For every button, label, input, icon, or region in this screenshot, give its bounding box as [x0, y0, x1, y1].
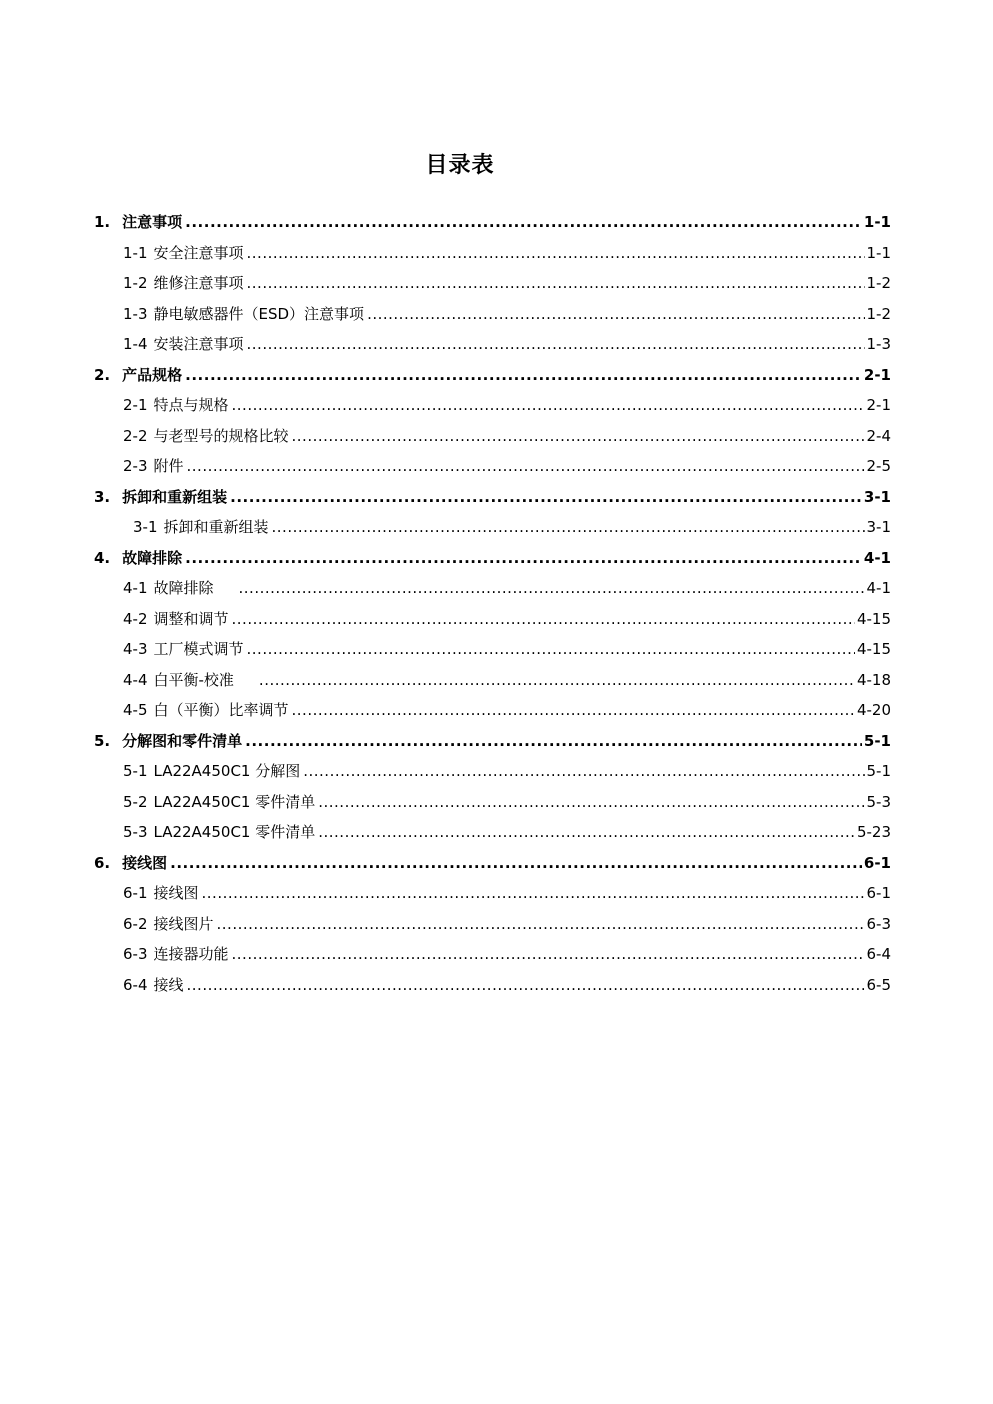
- toc-dot-leader: [170, 848, 862, 879]
- toc-entry-title: 安装注意事项: [153, 335, 244, 353]
- toc-entry-number: 4-5: [123, 701, 148, 719]
- toc-dot-leader: [259, 665, 855, 696]
- toc-entry-page: 5-23: [856, 823, 891, 841]
- toc-entry-number: 6-3: [123, 945, 148, 963]
- toc-entry-title: 接线: [153, 975, 184, 994]
- toc-section-entry[interactable]: [94, 970, 891, 1001]
- toc-chapter-entry[interactable]: [94, 726, 891, 757]
- toc-dot-leader: [232, 604, 855, 635]
- toc-entry-page: 1-1: [866, 243, 891, 262]
- toc-section-entry[interactable]: [94, 299, 891, 330]
- toc-entry-title: 白（平衡）比率调节: [153, 701, 289, 719]
- toc-dot-leader: [292, 421, 865, 452]
- toc-entry-number: 2-3: [123, 457, 148, 475]
- toc-section-entry[interactable]: [94, 878, 891, 909]
- toc-dot-leader: [303, 756, 864, 787]
- toc-entry-page: 3-1: [866, 518, 891, 536]
- toc-dot-leader: [367, 299, 864, 330]
- toc-dot-leader: [185, 207, 862, 238]
- toc-section-entry[interactable]: [94, 238, 891, 269]
- toc-section-entry[interactable]: [94, 329, 891, 360]
- toc-entry-number: 1-1: [123, 243, 148, 262]
- toc-entry-page: 4-1: [863, 548, 891, 567]
- toc-entry-page: 6-5: [866, 975, 891, 994]
- toc-entry-number: 4-3: [123, 640, 148, 658]
- toc-entry-page: 4-20: [856, 701, 891, 719]
- toc-entry-title: LA22A450C1 零件清单: [153, 792, 316, 811]
- toc-section-entry[interactable]: [94, 634, 891, 665]
- toc-entry-number: 5-1: [123, 762, 148, 780]
- toc-entry-page: 4-15: [856, 640, 891, 658]
- toc-entry-page: 1-1: [863, 213, 891, 231]
- toc-dot-leader: [185, 360, 862, 391]
- toc-entry-number: 6.: [94, 853, 111, 872]
- toc-entry-title: 特点与规格: [153, 396, 229, 414]
- toc-entry-title: 接线图片: [153, 914, 214, 933]
- toc-entry-page: 6-3: [866, 914, 891, 933]
- toc-section-entry[interactable]: [94, 573, 891, 604]
- toc-section-entry[interactable]: [94, 268, 891, 299]
- toc-entry-number: 6-4: [123, 975, 148, 994]
- toc-entry-page: 4-1: [866, 579, 891, 597]
- toc-section-entry[interactable]: [94, 695, 891, 726]
- toc-entry-page: 6-1: [866, 884, 891, 902]
- toc-dot-leader: [187, 970, 865, 1001]
- toc-entry-title: 工厂模式调节: [153, 640, 244, 658]
- toc-dot-leader: [247, 329, 865, 360]
- toc-entry-number: 5-2: [123, 792, 148, 811]
- toc-entry-title: 故障排除: [153, 579, 214, 597]
- toc-dot-leader: [239, 573, 865, 604]
- toc-chapter-entry[interactable]: [94, 360, 891, 391]
- toc-entry-number: 6-2: [123, 914, 148, 933]
- toc-entry-number: 1.: [94, 213, 111, 231]
- toc-entry-page: 1-2: [866, 274, 891, 292]
- toc-section-entry[interactable]: [94, 390, 891, 421]
- toc-entry-number: 4-2: [123, 609, 148, 628]
- toc-dot-leader: [217, 909, 865, 940]
- toc-entry-page: 5-1: [866, 762, 891, 780]
- toc-dot-leader: [292, 695, 855, 726]
- toc-section-entry[interactable]: [94, 756, 891, 787]
- toc-entry-number: 2.: [94, 365, 111, 384]
- page-title: 目录表: [425, 153, 495, 178]
- toc-entry-number: 2-2: [123, 426, 148, 445]
- toc-section-entry[interactable]: [94, 909, 891, 940]
- toc-entry-title: 拆卸和重新组装: [122, 487, 228, 506]
- toc-entry-title: 与老型号的规格比较: [153, 426, 289, 445]
- toc-entry-number: 2-1: [123, 396, 148, 414]
- toc-entry-number: 1-2: [123, 274, 148, 292]
- toc-entry-title: 分解图和零件清单: [122, 731, 243, 750]
- toc-chapter-entry[interactable]: [94, 848, 891, 879]
- toc-section-entry[interactable]: [94, 817, 891, 848]
- toc-chapter-entry[interactable]: [94, 207, 891, 238]
- toc-section-entry[interactable]: [94, 421, 891, 452]
- toc-entry-page: 5-1: [863, 731, 891, 750]
- toc-entry-page: 6-1: [863, 853, 891, 872]
- toc-entry-number: 3-1: [133, 518, 158, 536]
- toc-dot-leader: [272, 512, 865, 543]
- toc-entry-title: 白平衡-校准: [153, 670, 234, 689]
- toc-entry-number: 1-3: [123, 304, 148, 323]
- toc-section-entry[interactable]: [94, 512, 891, 543]
- toc-entry-title: LA22A450C1 分解图: [153, 762, 301, 780]
- toc-dot-leader: [247, 268, 865, 299]
- toc-dot-leader: [318, 817, 855, 848]
- toc-entry-page: 2-1: [866, 396, 891, 414]
- table-of-contents: [94, 207, 891, 1000]
- toc-entry-title: LA22A450C1 零件清单: [153, 823, 316, 841]
- toc-entry-page: 1-2: [866, 304, 891, 323]
- toc-dot-leader: [247, 634, 855, 665]
- toc-entry-title: 调整和调节: [153, 609, 229, 628]
- toc-section-entry[interactable]: [94, 939, 891, 970]
- toc-dot-leader: [232, 939, 865, 970]
- toc-dot-leader: [187, 451, 865, 482]
- toc-entry-title: 拆卸和重新组装: [163, 518, 269, 536]
- toc-entry-title: 附件: [153, 457, 184, 475]
- toc-dot-leader: [245, 726, 862, 757]
- toc-entry-title: 连接器功能: [153, 945, 229, 963]
- toc-dot-leader: [232, 390, 865, 421]
- toc-entry-number: 4.: [94, 548, 111, 567]
- toc-entry-title: 接线图: [122, 853, 168, 872]
- toc-entry-page: 3-1: [863, 487, 891, 506]
- toc-entry-number: 6-1: [123, 884, 148, 902]
- toc-entry-title: 静电敏感器件（ESD）注意事项: [153, 304, 365, 323]
- toc-entry-title: 注意事项: [122, 213, 183, 231]
- toc-entry-number: 4-4: [123, 670, 148, 689]
- toc-entry-page: 2-4: [866, 426, 891, 445]
- toc-entry-page: 5-3: [866, 792, 891, 811]
- toc-entry-page: 4-18: [856, 670, 891, 689]
- toc-entry-title: 维修注意事项: [153, 274, 244, 292]
- toc-entry-page: 2-1: [863, 365, 891, 384]
- toc-section-entry[interactable]: [94, 604, 891, 635]
- toc-entry-page: 2-5: [866, 457, 891, 475]
- toc-chapter-entry[interactable]: [94, 482, 891, 513]
- toc-entry-number: 1-4: [123, 335, 148, 353]
- toc-dot-leader: [202, 878, 865, 909]
- toc-entry-number: 5.: [94, 731, 111, 750]
- toc-chapter-entry[interactable]: [94, 543, 891, 574]
- toc-dot-leader: [230, 482, 862, 513]
- toc-section-entry[interactable]: [94, 665, 891, 696]
- toc-dot-leader: [247, 238, 865, 269]
- toc-dot-leader: [318, 787, 864, 818]
- toc-entry-number: 3.: [94, 487, 111, 506]
- toc-dot-leader: [185, 543, 862, 574]
- toc-entry-title: 故障排除: [122, 548, 183, 567]
- toc-entry-number: 5-3: [123, 823, 148, 841]
- toc-entry-title: 产品规格: [122, 365, 183, 384]
- toc-section-entry[interactable]: [94, 451, 891, 482]
- toc-entry-page: 1-3: [866, 335, 891, 353]
- toc-section-entry[interactable]: [94, 787, 891, 818]
- toc-entry-page: 6-4: [866, 945, 891, 963]
- toc-entry-title: 安全注意事项: [153, 243, 244, 262]
- toc-entry-page: 4-15: [856, 609, 891, 628]
- toc-entry-number: 4-1: [123, 579, 148, 597]
- toc-entry-title: 接线图: [153, 884, 199, 902]
